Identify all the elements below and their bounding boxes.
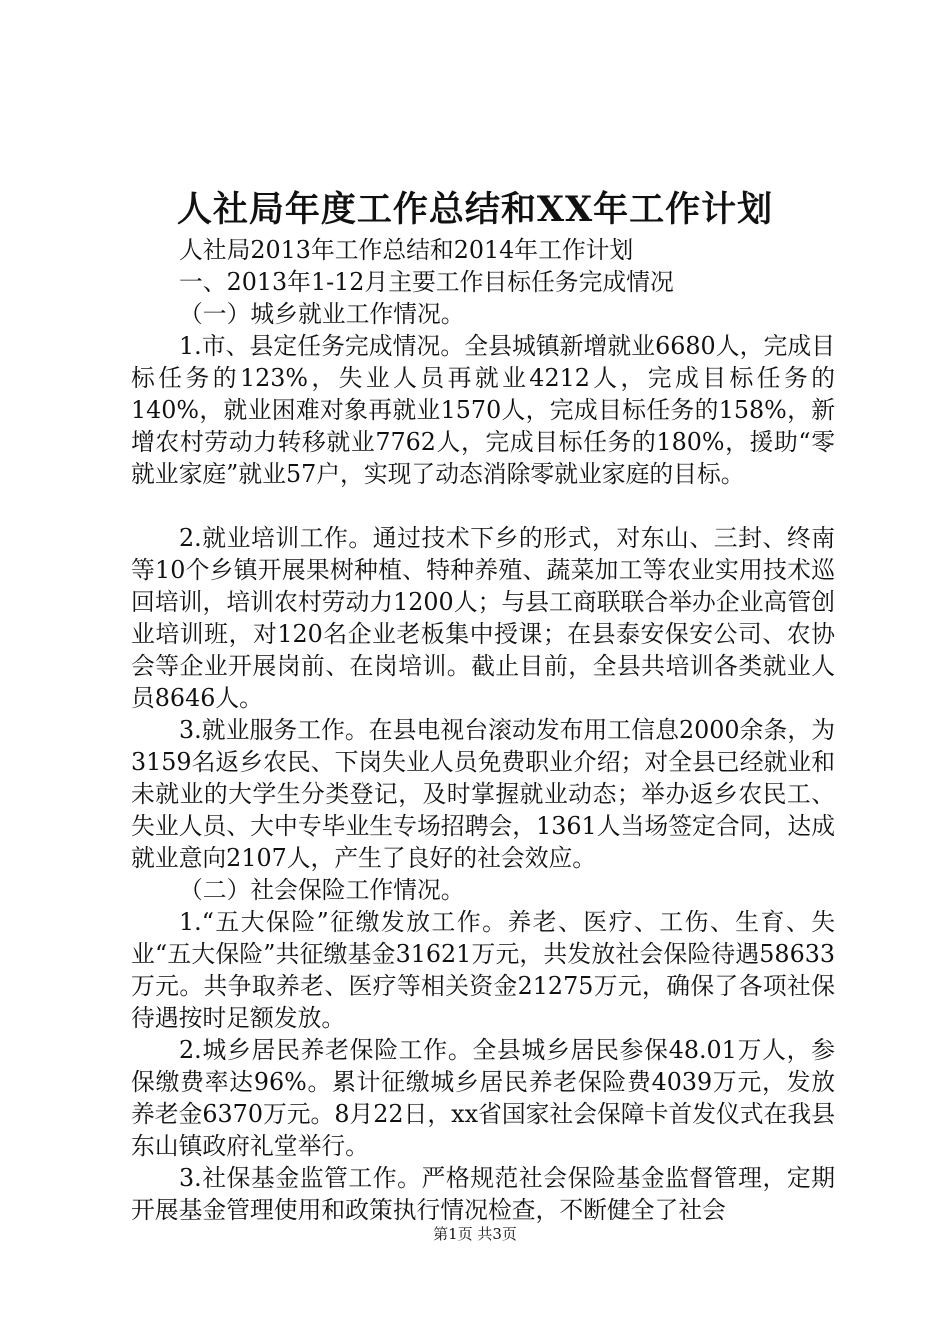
paragraph: 2.城乡居民养老保险工作。全县城乡居民参保48.01万人，参保缴费率达96%。累计征缴城乡居民养老保险费4039万元，发放养老金6370万元。8月22日，xx省国家社会保障卡首发仪式在我县东山镇政府礼堂举行。	[131, 1036, 835, 1160]
section-heading: 一、2013年1-12月主要工作目标任务完成情况	[179, 268, 674, 296]
paragraph: 1.市、县定任务完成情况。全县城镇新增就业6680人，完成目标任务的123%，失业人员再就业4212人，完成目标任务的140%，就业困难对象再就业1570人，完成目标任务的158%，新增农村劳动力转移就业7762人，完成目标任务的180%，援助“零就业家庭”就业57户，实现了动态消除零就业家庭的目标。	[131, 332, 835, 488]
paragraph: 2.就业培训工作。通过技术下乡的形式，对东山、三封、终南等10个乡镇开展果树种植、特种养殖、蔬菜加工等农业实用技术巡回培训，培训农村劳动力1200人；与县工商联联合举办企业高管创业培训班，对120名企业老板集中授课；在县泰安保安公司、农协会等企业开展岗前、在岗培训。截止目前，全县共培训各类就业人员8646人。	[131, 524, 835, 712]
document-title: 人社局年度工作总结和XX年工作计划	[176, 189, 774, 230]
document-body	[131, 234, 835, 1226]
subtitle-line: 人社局2013年工作总结和2014年工作计划	[179, 236, 634, 264]
paragraph-gap	[131, 490, 835, 522]
page-footer: 第1页 共3页	[433, 1225, 517, 1243]
subsection-heading: （二）社会保险工作情况。	[179, 876, 465, 904]
paragraph: 3.社保基金监管工作。严格规范社会保险基金监督管理，定期开展基金管理使用和政策执行情况检查，不断健全了社会	[131, 1164, 835, 1224]
subsection-heading: （一）城乡就业工作情况。	[179, 300, 465, 328]
paragraph: 3.就业服务工作。在县电视台滚动发布用工信息2000余条，为3159名返乡农民、下岗失业人员免费职业介绍；对全县已经就业和未就业的大学生分类登记，及时掌握就业动态；举办返乡农民工、失业人员、大中专毕业生专场招聘会，1361人当场签定合同，达成就业意向2107人，产生了良好的社会效应。	[131, 716, 835, 872]
paragraph: 1.“五大保险”征缴发放工作。养老、医疗、工伤、生育、失业“五大保险”共征缴基金31621万元，共发放社会保险待遇58633万元。共争取养老、医疗等相关资金21275万元，确保了各项社保待遇按时足额发放。	[131, 908, 835, 1032]
